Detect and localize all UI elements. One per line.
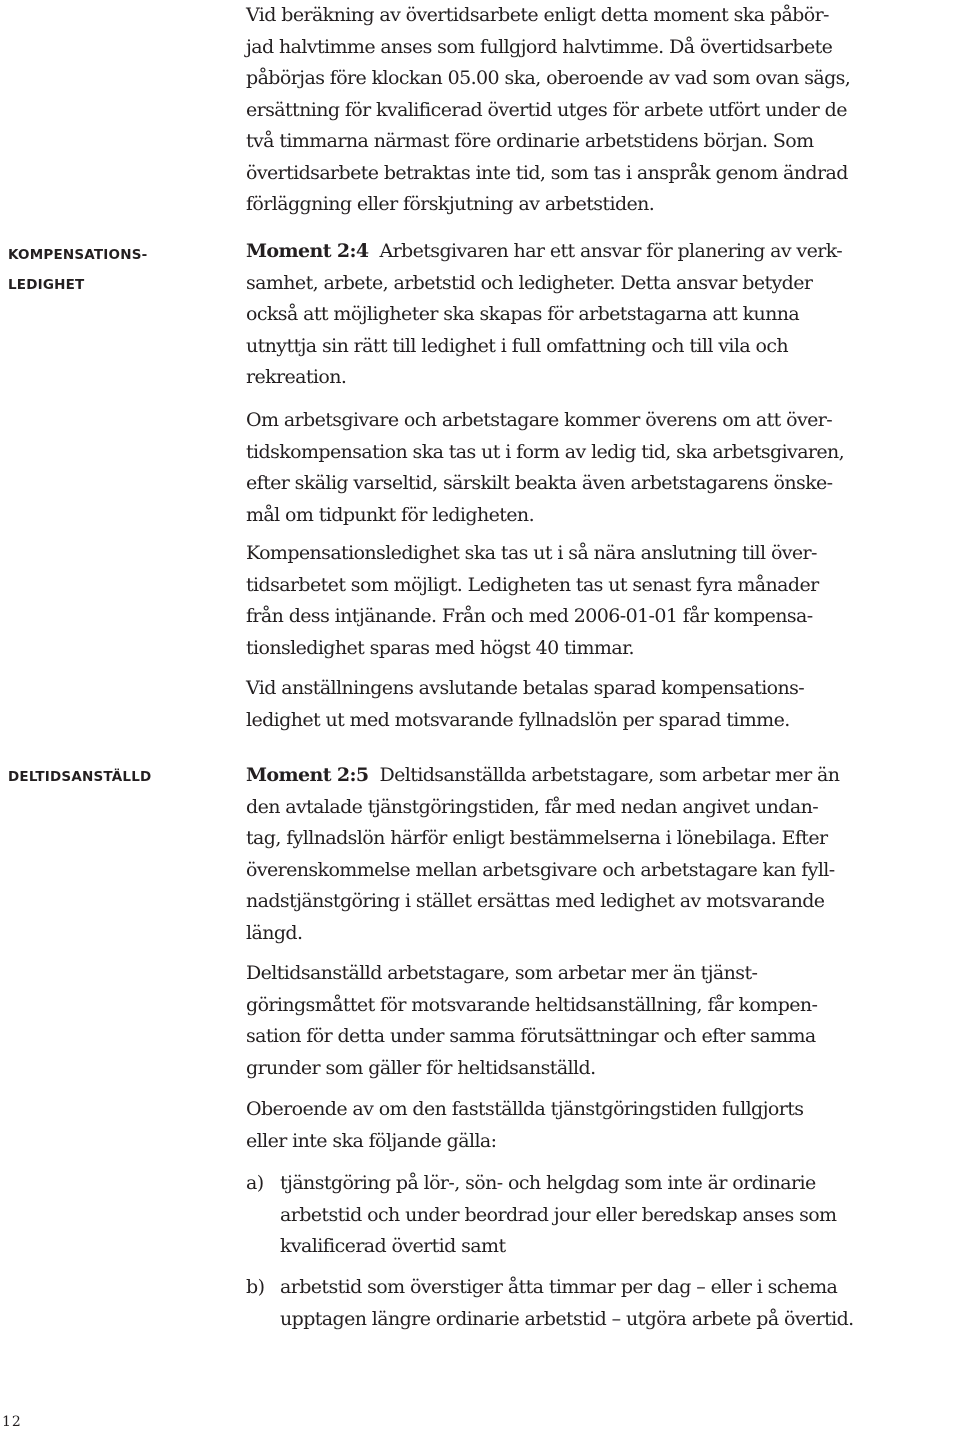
intro-line: ersättning för kvalificerad övertid utges för arbete utfört under de [246, 98, 847, 121]
text-line: samhet, arbete, arbetstid och ledigheter. Detta ansvar betyder [246, 271, 813, 294]
text-line: Vid anställningens avslutande betalas sparad kompensations- [246, 677, 805, 699]
text-line: sation för detta under samma förutsättningar och efter samma [246, 1025, 816, 1047]
list-item-label: b) [246, 1276, 265, 1298]
list-item-line: tjänstgöring på lör-, sön- och helgdag som inte är ordinarie [280, 1172, 816, 1194]
sidebar-heading-deltidsanstalld [8, 762, 151, 792]
intro-line: förläggning eller förskjutning av arbetstiden. [246, 193, 655, 215]
text-line: också att möjligheter ska skapas för arbetstagarna att kunna [246, 303, 800, 325]
text-line: mål om tidpunkt för ledigheten. [246, 503, 535, 526]
text-line: Kompensationsledighet ska tas ut i så nära anslutning till över- [246, 542, 817, 564]
text-line: från dess intjänande. Från och med 2006-01-01 får kompensa- [246, 605, 813, 627]
moment-2-5-label: Moment 2:5 [246, 764, 369, 786]
text-line: Deltidsanställda arbetstagare, som arbetar mer än [379, 764, 840, 786]
text-line: utnyttja sin rätt till ledighet i full omfattning och till vila och [246, 334, 789, 357]
text-line: Om arbetsgivare och arbetstagare kommer överens om att över- [246, 409, 833, 431]
moment-2-5-paragraph-2 [246, 958, 958, 1084]
list-item-line: upptagen längre ordinarie arbetstid – utgöra arbete på övertid. [280, 1307, 854, 1330]
list-item-a [246, 1168, 958, 1263]
sidebar-heading-line: KOMPENSATIONS- [8, 247, 148, 263]
text-line: överenskommelse mellan arbetsgivare och arbetstagare kan fyll- [246, 858, 835, 881]
moment-2-4-paragraph-3 [246, 538, 958, 664]
intro-line: jad halvtimme anses som fullgjord halvtimme. Då övertidsarbete [246, 35, 833, 58]
sidebar-heading-line: LEDIGHET [8, 277, 85, 293]
moment-2-5-paragraph-3 [246, 1094, 958, 1157]
moment-2-4-paragraph-2 [246, 405, 958, 531]
list-item-line: kvalificerad övertid samt [280, 1235, 506, 1257]
moment-2-4-paragraph-4 [246, 673, 958, 736]
text-line: tidskompensation ska tas ut i form av ledig tid, ska arbetsgivaren, [246, 440, 845, 463]
list-item-line: arbetstid som överstiger åtta timmar per dag – eller i schema [280, 1276, 838, 1298]
text-line: tionsledighet sparas med högst 40 timmar. [246, 636, 634, 659]
moment-2-5-paragraph-1 [246, 760, 958, 949]
sidebar-heading-kompensationsledighet [8, 240, 147, 300]
list-item-label: a) [246, 1172, 264, 1194]
text-line: nadstjänstgöring i stället ersättas med ledighet av motsvarande [246, 890, 825, 912]
intro-paragraph [246, 0, 958, 221]
text-line: längd. [246, 921, 303, 944]
intro-line: två timmarna närmast före ordinarie arbetstidens början. Som [246, 130, 814, 152]
intro-line: Vid beräkning av övertidsarbete enligt detta moment ska påbör- [246, 4, 829, 26]
page-number: 12 [2, 1414, 22, 1430]
text-line: eller inte ska följande gälla: [246, 1129, 497, 1152]
text-line: ledighet ut med motsvarande fyllnadslön per sparad timme. [246, 708, 790, 731]
list-item-b [246, 1272, 958, 1335]
text-line: grunder som gäller för heltidsanställd. [246, 1056, 596, 1079]
list-item-line: arbetstid och under beordrad jour eller beredskap anses som [280, 1203, 837, 1226]
intro-line: påbörjas före klockan 05.00 ska, oberoende av vad som ovan sägs, [246, 67, 851, 89]
text-line: Deltidsanställd arbetstagare, som arbetar mer än tjänst- [246, 962, 758, 984]
text-line: efter skälig varseltid, särskilt beakta även arbetstagarens önske- [246, 472, 833, 494]
text-line: tag, fyllnadslön härför enligt bestämmelserna i lönebilaga. Efter [246, 827, 828, 849]
text-line: rekreation. [246, 366, 347, 388]
intro-line: övertidsarbete betraktas inte tid, som tas i anspråk genom ändrad [246, 161, 848, 184]
text-line: den avtalade tjänstgöringstiden, får med nedan angivet undan- [246, 795, 819, 818]
text-line: göringsmåttet för motsvarande heltidsanställning, får kompen- [246, 993, 818, 1016]
text-line: Arbetsgivaren har ett ansvar för planering av verk- [379, 240, 843, 262]
moment-2-4-label: Moment 2:4 [246, 240, 369, 262]
text-line: Oberoende av om den fastställda tjänstgöringstiden fullgjorts [246, 1098, 804, 1120]
moment-2-4-paragraph-1 [246, 236, 958, 394]
text-line: tidsarbetet som möjligt. Ledigheten tas ut senast fyra månader [246, 573, 819, 596]
sidebar-heading-line: DELTIDSANSTÄLLD [8, 769, 152, 785]
moment-2-4-section [246, 236, 958, 394]
